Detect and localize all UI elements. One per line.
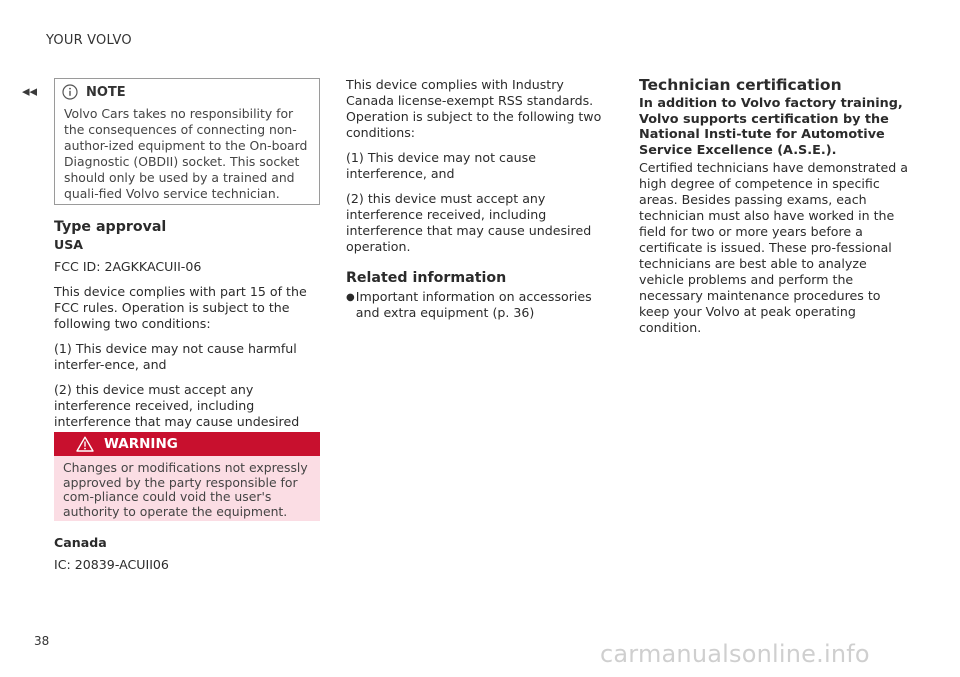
- fcc-paragraph: This device complies with part 15 of the FCC rules. Operation is subject to the following two conditions:: [54, 284, 307, 331]
- page-header-title: YOUR VOLVO: [46, 33, 132, 48]
- technician-certification-section: [639, 77, 909, 336]
- canada-paragraph: This device complies with Industry Canada license-exempt RSS standards. Operation is subject to the following two conditions:: [346, 77, 602, 140]
- warning-box: [54, 432, 320, 521]
- note-header: [62, 84, 126, 100]
- note-box: [54, 78, 320, 205]
- fcc-condition-2: (2) this device must accept any interference received, including interference that may cause undesired: [54, 382, 300, 429]
- usa-subheading: USA: [54, 237, 84, 252]
- canada-condition-1: (1) This device may not cause interference, and: [346, 150, 536, 181]
- technician-body: Certified technicians have demonstrated a high degree of competence in specific areas. Besides passing exams, each technician must also have worked in the field for two or more years before a certificate is issued. These pro-fessional technicians are best able to analyze vehicle problems and perform the necessary maintenance procedures to keep your Volvo at peak operating condition.: [639, 160, 908, 335]
- warning-text: Changes or modifications not expressly approved by the party responsible for com-pliance could void the user's authority to operate the equipment.: [63, 460, 308, 519]
- canada-section-continued: [346, 77, 612, 321]
- type-approval-heading: Type approval: [54, 219, 167, 235]
- fcc-id: FCC ID: 2AGKKACUII-06: [54, 259, 202, 274]
- bullet-icon: ●: [346, 292, 355, 303]
- technician-certification-heading: Technician certification: [639, 76, 842, 94]
- fcc-condition-1: (1) This device may not cause harmful interfer-ence, and: [54, 341, 297, 372]
- info-circle-icon: [62, 84, 78, 100]
- page-number: 38: [34, 634, 50, 648]
- canada-section-start: [54, 535, 320, 582]
- back-arrows-icon[interactable]: ◂◂: [22, 82, 38, 100]
- warning-header: [54, 432, 320, 456]
- type-approval-section: [54, 219, 320, 455]
- canada-condition-2: (2) this device must accept any interference received, including interference that may cause undesired operation.: [346, 191, 592, 254]
- technician-lead: In addition to Volvo factory training, Volvo supports certification by the National Insti-tute for Automotive Service Excellence (A.S.E.).: [639, 96, 903, 158]
- canada-ic: IC: 20839-ACUII06: [54, 557, 169, 572]
- note-label: NOTE: [86, 84, 126, 100]
- watermark-text: carmanualsonline.info: [600, 640, 870, 668]
- warning-triangle-icon: [76, 436, 94, 452]
- note-text: Volvo Cars takes no responsibility for the consequences of connecting non-author-ized equipment to the On-board Diagnostic (OBDII) socket. This socket should only be used by a trained and quali-fied Volvo service technician.: [64, 106, 308, 201]
- canada-subheading: Canada: [54, 535, 107, 550]
- warning-label: WARNING: [104, 436, 178, 452]
- related-item[interactable]: [346, 289, 612, 321]
- related-item-link[interactable]: Important information on accessories and extra equipment (p. 36): [355, 289, 592, 320]
- related-information-heading: Related information: [346, 270, 507, 286]
